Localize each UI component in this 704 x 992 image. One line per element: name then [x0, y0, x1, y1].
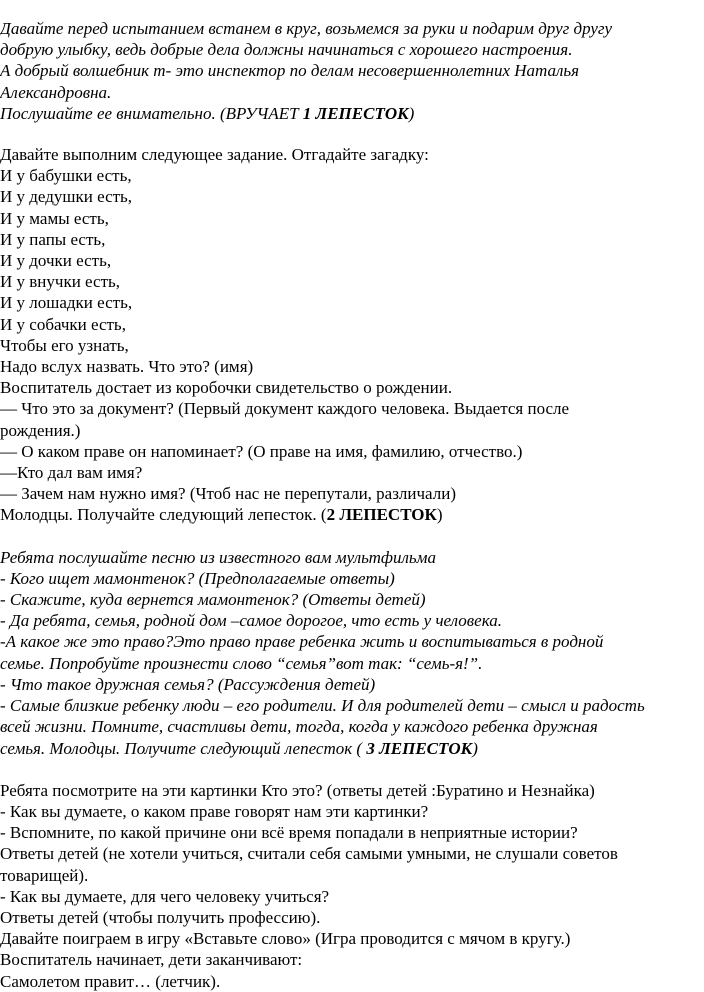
- text-line: - Да ребята, семья, родной дом –самое дорогое, что есть у человека.: [0, 611, 502, 631]
- text-span: семья. Молодцы. Получите следующий лепесток (: [0, 738, 367, 758]
- text-line: — Что это за документ? (Первый документ каждого человека. Выдается после: [0, 399, 570, 419]
- text-line: добрую улыбку, ведь добрые дела должны начинаться с хорошего настроения.: [0, 40, 573, 60]
- text-line: Воспитатель начинает, дети заканчивают:: [0, 950, 303, 970]
- text-line: - Как вы думаете, о каком праве говорят нам эти картинки?: [0, 801, 429, 821]
- text-line: товарищей).: [0, 865, 89, 885]
- text-span: ): [408, 103, 415, 123]
- section-family: [0, 547, 690, 759]
- text-line: И у внучки есть,: [0, 272, 121, 292]
- petal-label: 2 ЛЕПЕСТОК: [326, 505, 437, 525]
- text-line: - Самые близкие ребенку люди – его родители. И для родителей дети – смысл и радость: [0, 696, 645, 716]
- text-line: [0, 738, 690, 759]
- text-line: И у дочки есть,: [0, 251, 112, 271]
- text-line: - Кого ищет мамонтенок? (Предполагаемые ответы): [0, 568, 395, 588]
- section-education: [0, 780, 690, 992]
- section-intro: [0, 18, 690, 124]
- text-span: Молодцы. Получайте следующий лепесток. (: [0, 505, 327, 525]
- text-line: — О каком праве он напоминает? (О праве на имя, фамилию, отчество.): [0, 441, 523, 461]
- text-span: ): [436, 505, 443, 525]
- text-line: И у мамы есть,: [0, 208, 109, 228]
- text-line: И у папы есть,: [0, 229, 106, 249]
- text-line: - Вспомните, по какой причине они всё время попадали в неприятные истории?: [0, 823, 578, 843]
- text-line: — Зачем нам нужно имя? (Чтоб нас не перепутали, различали): [0, 484, 456, 504]
- spacer: [0, 526, 690, 547]
- text-line: А добрый волшебник т- это инспектор по делам несовершеннолетних Наталья: [0, 61, 580, 81]
- text-line: Ответы детей (не хотели учиться, считали себя самыми умными, не слушали советов: [0, 844, 618, 864]
- text-line: семье. Попробуйте произнести слово “семья”вот так: “семь-я!”.: [0, 653, 483, 673]
- petal-label: 3 ЛЕПЕСТОК: [366, 738, 473, 758]
- text-line: [0, 504, 690, 525]
- text-line: - Как вы думаете, для чего человеку учиться?: [0, 886, 330, 906]
- text-line: Ребята послушайте песню из известного вам мультфильма: [0, 547, 436, 567]
- spacer: [0, 124, 690, 144]
- text-line: Ответы детей (чтобы получить профессию).: [0, 907, 321, 927]
- text-line: Давайте поиграем в игру «Вставьте слово» (Игра проводится с мячом в кругу.): [0, 929, 571, 949]
- text-line: [0, 103, 690, 124]
- text-line: всей жизни. Помните, счастливы дети, тогда, когда у каждого ребенка дружная: [0, 717, 598, 737]
- text-line: И у лошадки есть,: [0, 293, 133, 313]
- text-line: Чтобы его узнать,: [0, 335, 129, 355]
- petal-label: 1 ЛЕПЕСТОК: [302, 103, 409, 123]
- text-line: И у дедушки есть,: [0, 187, 133, 207]
- text-line: рождения.): [0, 420, 81, 440]
- text-span: Послушайте ее внимательно. (ВРУЧАЕТ: [0, 103, 303, 123]
- text-line: Воспитатель достает из коробочки свидетельство о рождении.: [0, 378, 453, 398]
- text-line: —Кто дал вам имя?: [0, 463, 143, 483]
- text-line: Ребята посмотрите на эти картинки Кто это? (ответы детей :Буратино и Незнайка): [0, 780, 595, 800]
- section-riddle: [0, 144, 690, 526]
- text-span: ): [472, 738, 478, 758]
- spacer: [0, 759, 690, 780]
- text-line: Самолетом правит… (летчик).: [0, 971, 221, 991]
- text-line: -А какое же это право?Это право праве ребенка жить и воспитываться в родной: [0, 632, 604, 652]
- text-line: И у собачки есть,: [0, 314, 126, 334]
- text-line: Давайте выполним следующее задание. Отгадайте загадку:: [0, 145, 429, 165]
- text-line: - Скажите, куда вернется мамонтенок? (Ответы детей): [0, 590, 426, 610]
- text-line: Давайте перед испытанием встанем в круг, возьмемся за руки и подарим друг другу: [0, 19, 613, 38]
- text-line: - Что такое дружная семья? (Рассуждения детей): [0, 674, 376, 694]
- text-line: Александровна.: [0, 82, 112, 102]
- text-line: Надо вслух назвать. Что это? (имя): [0, 357, 254, 377]
- text-line: И у бабушки есть,: [0, 166, 132, 186]
